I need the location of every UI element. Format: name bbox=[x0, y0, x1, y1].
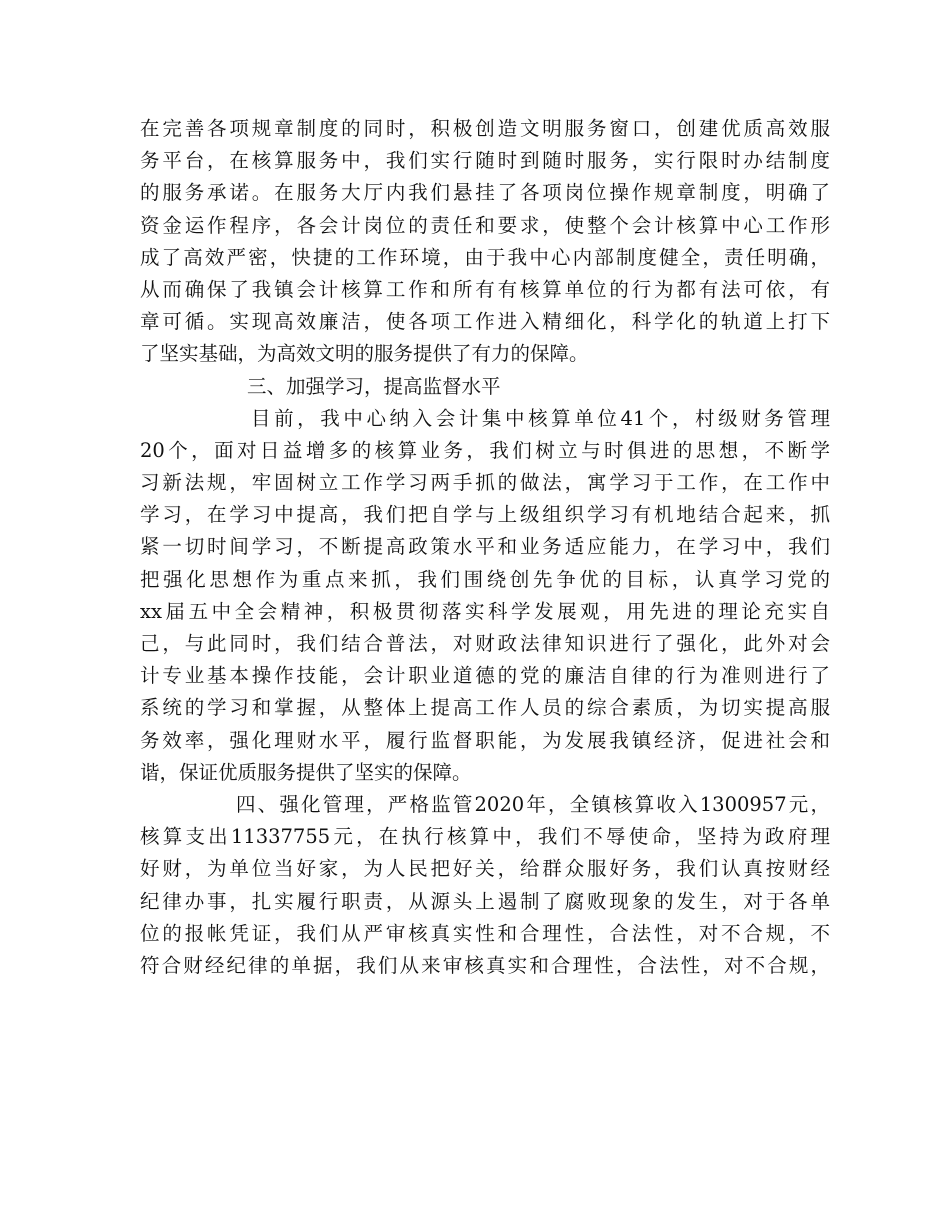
text-line: 资金运作程序，各会计岗位的责任和要求，使整个会计核算中心工作形 bbox=[140, 213, 830, 237]
text-line: 成了高效严密，快捷的工作环境，由于我中心内部制度健全，责任明确， bbox=[140, 245, 830, 269]
text-line: 纪律办事，扎实履行职责，从源头上遏制了腐败现象的发生，对于各单 bbox=[140, 889, 830, 913]
text-line: 的服务承诺。在服务大厅内我们悬挂了各项岗位操作规章制度，明确了 bbox=[140, 181, 830, 205]
text-line: 计专业基本操作技能，会计职业道德的党的廉洁自律的行为准则进行了 bbox=[140, 664, 830, 688]
text-line: 目前，我中心纳入会计集中核算单位41个，村级财务管理 bbox=[251, 406, 830, 430]
text-line: 系统的学习和掌握，从整体上提高工作人员的综合素质，为切实提高服 bbox=[140, 696, 830, 720]
section-heading: 四、强化管理，严格监管2020年，全镇核算收入1300957元， bbox=[236, 792, 830, 816]
text-line: 20个，面对日益增多的核算业务，我们树立与时俱进的思想，不断学 bbox=[140, 438, 830, 462]
text-line: 紧一切时间学习，不断提高政策水平和业务适应能力，在学习中，我们 bbox=[140, 535, 830, 559]
text-line: 务效率，强化理财水平，履行监督职能，为发展我镇经济，促进社会和 bbox=[140, 728, 830, 752]
text-line: 把强化思想作为重点来抓，我们围绕创先争优的目标，认真学习党的 bbox=[140, 567, 830, 591]
section-heading: 三、加强学习，提高监督水平 bbox=[247, 374, 501, 398]
text-line: 核算支出11337755元，在执行核算中，我们不辱使命，坚持为政府理 bbox=[140, 825, 830, 849]
text-line: 章可循。实现高效廉洁，使各项工作进入精细化，科学化的轨道上打下 bbox=[140, 310, 830, 334]
text-line: 从而确保了我镇会计核算工作和所有有核算单位的行为都有法可依，有 bbox=[140, 277, 830, 301]
text-line: 位的报帐凭证，我们从严审核真实性和合理性，合法性，对不合规，不 bbox=[140, 921, 830, 945]
text-line: 了坚实基础，为高效文明的服务提供了有力的保障。 bbox=[140, 342, 589, 366]
text-line: 在完善各项规章制度的同时，积极创造文明服务窗口，创建优质高效服 bbox=[140, 117, 830, 140]
text-line: 谐，保证优质服务提供了坚实的保障。 bbox=[140, 760, 472, 784]
document-body bbox=[140, 113, 830, 982]
text-line: 习新法规，牢固树立工作学习两手抓的做法，寓学习于工作，在工作中 bbox=[140, 471, 830, 495]
text-line: xx届五中全会精神，积极贯彻落实科学发展观，用先进的理论充实自 bbox=[140, 599, 830, 623]
text-line: 学习，在学习中提高，我们把自学与上级组织学习有机地结合起来，抓 bbox=[140, 503, 830, 527]
text-line: 符合财经纪律的单据，我们从来审核真实和合理性，合法性，对不合规， bbox=[140, 953, 830, 977]
text-line: 好财，为单位当好家，为人民把好关，给群众服好务，我们认真按财经 bbox=[140, 857, 830, 881]
text-line: 己，与此同时，我们结合普法，对财政法律知识进行了强化，此外对会 bbox=[140, 632, 830, 655]
text-line: 务平台，在核算服务中，我们实行随时到随时服务，实行限时办结制度 bbox=[140, 149, 830, 173]
